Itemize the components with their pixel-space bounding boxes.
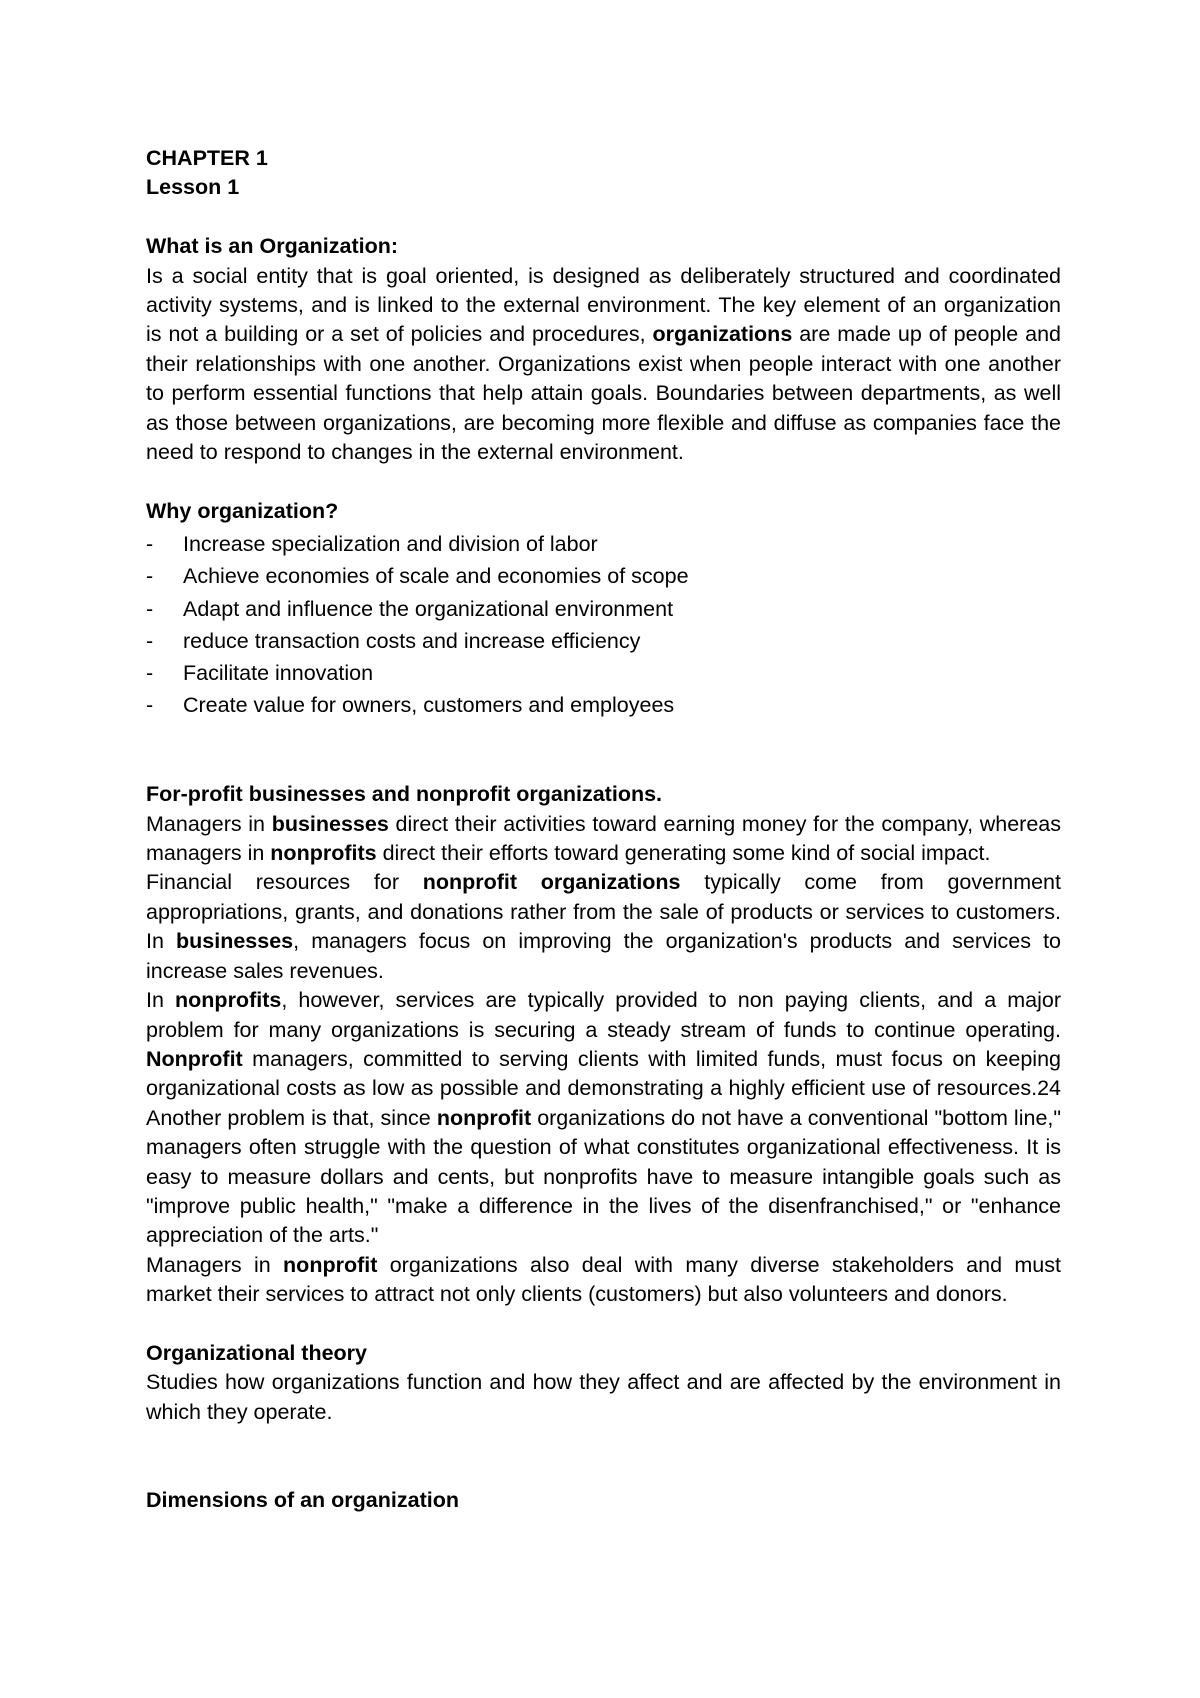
- paragraph-managers-businesses: Managers in businesses direct their activities toward earning money for the company, whereas managers in nonprofits direct their efforts toward generating some kind of social impact.: [146, 811, 1061, 866]
- paragraph-financial-resources: Financial resources for nonprofit organizations typically come from government appropriations, grants, and donations rather from the sale of products or services to customers. In businesses, managers focus on improving the organization's products and services to increase sales revenues.: [146, 870, 1062, 983]
- section-heading-why-organization: Why organization?: [146, 498, 339, 523]
- dash-bullet: -: [146, 564, 154, 589]
- paragraph-organizational-theory: Studies how organizations function and how they affect and are affected by the environment in which they operate.: [146, 1370, 1061, 1424]
- list-item: - Achieve economies of scale and economies of scope: [146, 560, 1061, 592]
- paragraph-organization-definition: Is a social entity that is goal oriented, is designed as deliberately structured and coordinated activity systems, and is linked to the external environment. The key element of an organization is not a building or a set of policies and procedures, organizations are made up of people and their relationships with one another. Organizations exist when people interact with one another to perform essential functions that help attain goals. Boundaries between departments, as well as those between organizations, are becoming more flexible and diffuse as companies face the need to respond to changes in the external environment.: [146, 263, 1061, 465]
- dash-bullet: -: [146, 693, 154, 718]
- section-heading-for-profit-nonprofit: For-profit businesses and nonprofit organizations.: [146, 782, 663, 807]
- list-item: - reduce transaction costs and increase efficiency: [146, 625, 1061, 657]
- paragraph-nonprofits-services: In nonprofits, however, services are typically provided to non paying clients, and a major problem for many organizations is securing a steady stream of funds to continue operating. Nonprofit managers, committed to serving clients with limited funds, must focus on keeping organizational costs as low as possible and demonstrating a highly efficient use of resources.24 Another problem is that, since nonprofit organizations do not have a conventional "bottom line," managers often struggle with the question of what constitutes organizational effectiveness. It is easy to measure dollars and cents, but nonprofits have to measure intangible goals such as "improve public health," "make a difference in the lives of the disenfranchised," or "enhance appreciation of the arts.": [146, 988, 1062, 1248]
- dash-bullet: -: [146, 628, 154, 653]
- why-organization-list: [146, 528, 1061, 721]
- dash-bullet: -: [146, 596, 154, 621]
- lesson-title: Lesson 1: [146, 175, 240, 200]
- section-heading-dimensions: Dimensions of an organization: [146, 1487, 459, 1512]
- section-heading-what-is-organization: What is an Organization:: [146, 234, 399, 259]
- list-item: - Increase specialization and division of labor: [146, 528, 1061, 560]
- list-item: - Adapt and influence the organizational environment: [146, 593, 1061, 625]
- list-item: - Facilitate innovation: [146, 657, 1061, 689]
- section-heading-organizational-theory: Organizational theory: [146, 1340, 368, 1365]
- list-item: - Create value for owners, customers and employees: [146, 689, 1061, 721]
- paragraph-nonprofit-stakeholders: Managers in nonprofit organizations also deal with many diverse stakeholders and must market their services to attract not only clients (customers) but also volunteers and donors.: [146, 1252, 1061, 1307]
- dash-bullet: -: [146, 532, 154, 557]
- document-body: [146, 144, 1061, 1515]
- chapter-title: CHAPTER 1: [146, 146, 268, 170]
- dash-bullet: -: [146, 661, 154, 686]
